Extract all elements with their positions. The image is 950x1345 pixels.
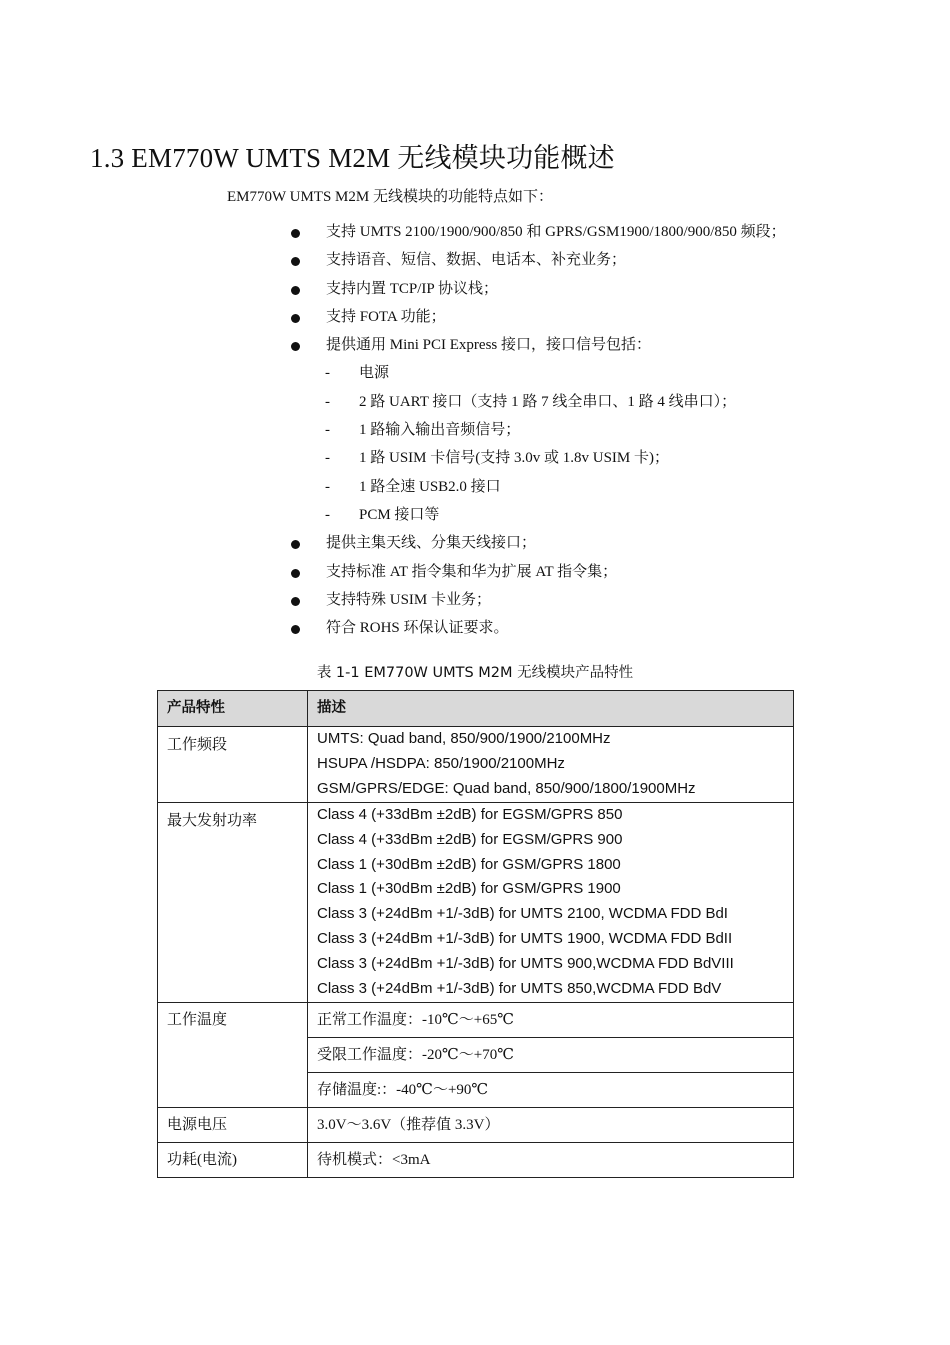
row-label: 功耗(电流) [158, 1143, 308, 1178]
dash-icon: - [325, 422, 330, 439]
value-line: Class 4 (+33dBm ±2dB) for EGSM/GPRS 900 [317, 830, 623, 848]
row-value: 正常工作温度：-10℃～+65℃ [308, 1003, 794, 1038]
row-value [308, 803, 794, 1003]
row-value [308, 727, 794, 803]
table-row [158, 803, 794, 1003]
value-line: Class 1 (+30dBm ±2dB) for GSM/GPRS 1800 [317, 855, 621, 873]
bullet-icon [291, 569, 300, 578]
dash-icon: - [325, 506, 330, 523]
header-feature: 产品特性 [158, 691, 308, 727]
product-spec-table [157, 690, 794, 1178]
table-header-row [158, 691, 794, 727]
intro-text: EM770W UMTS M2M 无线模块的功能特点如下： [227, 189, 553, 205]
row-value: 待机模式：<3mA [308, 1143, 794, 1178]
value-line: HSUPA /HSDPA: 850/1900/2100MHz [317, 754, 565, 772]
row-value: 3.0V～3.6V（推荐值 3.3V） [308, 1108, 794, 1143]
row-label: 最大发射功率 [158, 803, 308, 1003]
section-title: 1.3 EM770W UMTS M2M 无线模块功能概述 [90, 143, 615, 173]
feature-list [0, 218, 950, 642]
value-line: Class 3 (+24dBm +1/-3dB) for UMTS 900,WCDMA FDD BdVIII [317, 954, 734, 972]
sub-feature-item: - 2 路 UART 接口（支持 1 路 7 线全串口、1 路 4 线串口）； [0, 388, 950, 416]
bullet-icon [291, 625, 300, 634]
sub-feature-item: - 1 路 USIM 卡信号(支持 3.0v 或 1.8v USIM 卡)； [0, 444, 950, 472]
table-row [158, 1003, 794, 1038]
value-line: Class 1 (+30dBm ±2dB) for GSM/GPRS 1900 [317, 880, 621, 898]
value-line: GSM/GPRS/EDGE: Quad band, 850/900/1800/1900MHz [317, 779, 696, 797]
table-caption: 表 1-1 EM770W UMTS M2M 无线模块产品特性 [316, 665, 634, 681]
value-line: Class 4 (+33dBm ±2dB) for EGSM/GPRS 850 [317, 806, 623, 823]
feature-item: 提供主集天线、分集天线接口； [0, 529, 950, 557]
row-label: 电源电压 [158, 1108, 308, 1143]
feature-item: 支持内置 TCP/IP 协议栈； [0, 275, 950, 303]
dash-icon: - [325, 478, 330, 495]
bullet-icon [291, 342, 300, 351]
dash-icon: - [325, 393, 330, 410]
feature-item: 提供通用 Mini PCI Express 接口，接口信号包括： [0, 331, 950, 359]
row-label: 工作温度 [158, 1003, 308, 1108]
feature-item: 支持特殊 USIM 卡业务； [0, 586, 950, 614]
sub-feature-item: - 1 路全速 USB2.0 接口 [0, 473, 950, 501]
row-value: 受限工作温度：-20℃～+70℃ [308, 1038, 794, 1073]
sub-feature-item: - PCM 接口等 [0, 501, 950, 529]
value-line: Class 3 (+24dBm +1/-3dB) for UMTS 850,WCDMA FDD BdV [317, 979, 722, 997]
feature-item: 支持 FOTA 功能； [0, 303, 950, 331]
feature-item: 符合 ROHS 环保认证要求。 [0, 614, 950, 642]
table-row [158, 727, 794, 803]
row-label: 工作频段 [158, 727, 308, 803]
sub-feature-item: - 1 路输入输出音频信号； [0, 416, 950, 444]
sub-feature-item: - 电源 [0, 359, 950, 387]
feature-item: 支持语音、短信、数据、电话本、补充业务； [0, 246, 950, 274]
bullet-icon [291, 540, 300, 549]
dash-icon: - [325, 450, 330, 467]
bullet-icon [291, 257, 300, 266]
value-line: UMTS: Quad band, 850/900/1900/2100MHz [317, 730, 611, 747]
value-line: Class 3 (+24dBm +1/-3dB) for UMTS 2100, WCDMA FDD BdI [317, 905, 728, 923]
bullet-icon [291, 314, 300, 323]
value-line: Class 3 (+24dBm +1/-3dB) for UMTS 1900, WCDMA FDD BdII [317, 929, 733, 947]
table-row [158, 1143, 794, 1178]
feature-item: 支持 UMTS 2100/1900/900/850 和 GPRS/GSM1900/1800/900/850 频段； [0, 218, 950, 246]
dash-icon: - [325, 365, 330, 382]
bullet-icon [291, 229, 300, 238]
bullet-icon [291, 286, 300, 295]
bullet-icon [291, 597, 300, 606]
feature-item: 支持标准 AT 指令集和华为扩展 AT 指令集； [0, 558, 950, 586]
row-value: 存储温度:：-40℃～+90℃ [308, 1073, 794, 1108]
header-description: 描述 [308, 691, 794, 727]
table-row [158, 1108, 794, 1143]
